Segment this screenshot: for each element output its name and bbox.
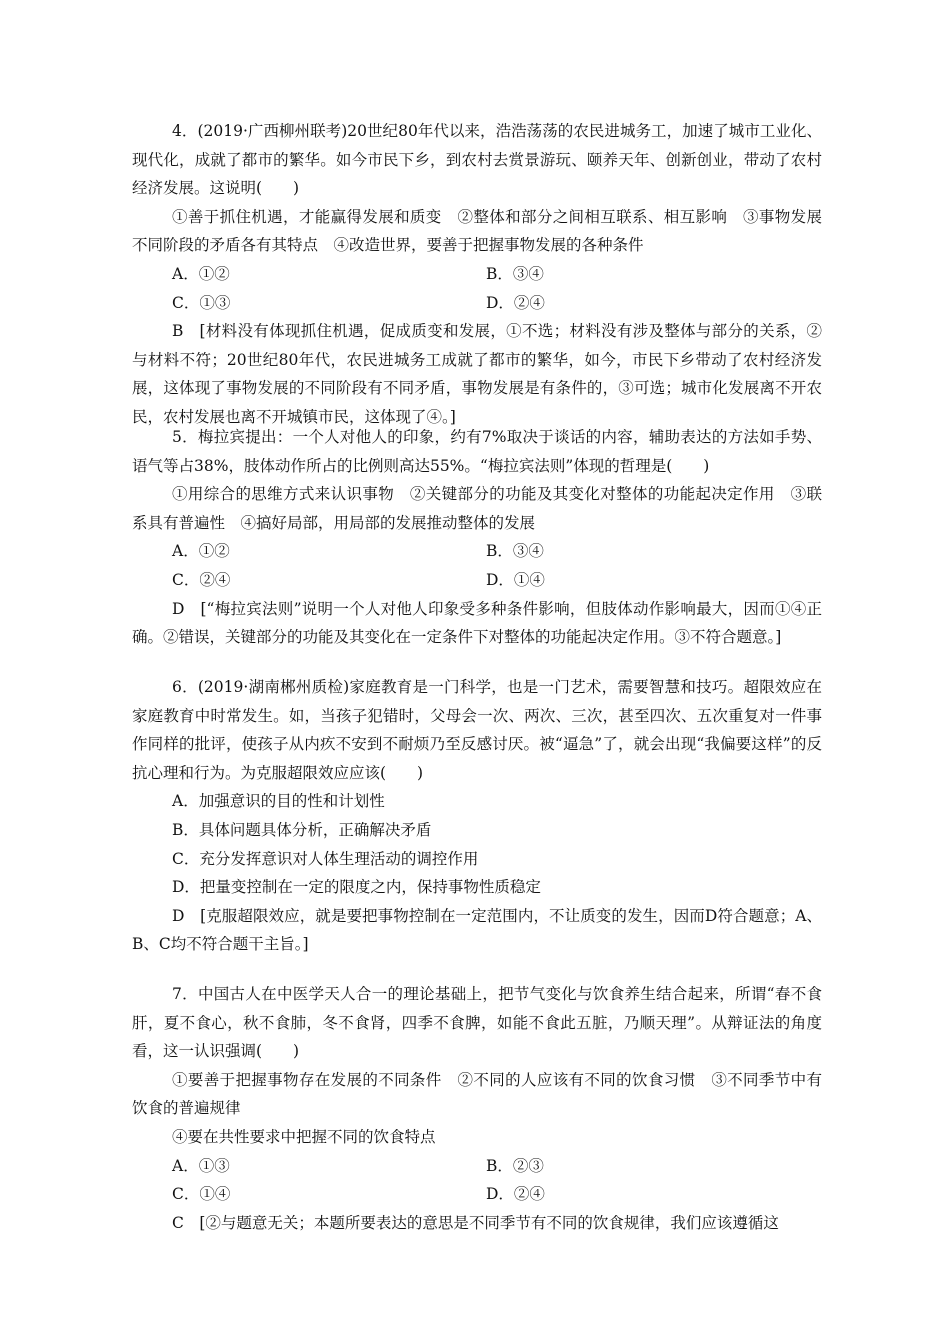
question-statement-4: ④要在共性要求中把握不同的饮食特点 [172,1127,436,1146]
option-b: B．③④ [486,542,544,561]
question-stem: 5．梅拉宾提出：一个人对他人的印象，约有7%取决于谈话的内容，辅助表达的方法如手势、语气等占38%，肢体动作所占的比例则高达55%。“梅拉宾法则”体现的哲理是( ) [132,428,822,475]
option-c: C．充分发挥意识对人体生理活动的调控作用 [172,849,479,868]
option-a: A．①② [172,542,230,561]
option-row [132,260,822,289]
question-7 [132,980,822,1237]
option-d: D．①④ [486,570,545,589]
option-b: B．③④ [486,264,544,283]
question-stem: 4．(2019·广西柳州联考)20世纪80年代以来，浩浩荡荡的农民进城务工，加速了城市工业化、现代化，成就了都市的繁华。如今市民下乡，到农村去赏景游玩、颐养天年、创新创业，带动了农村经济发展。这说明( ) [132,122,822,198]
question-statements: ①要善于把握事物存在发展的不同条件 ②不同的人应该有不同的饮食习惯 ③不同季节中有饮食的普遍规律 [132,1070,822,1118]
option-row [132,1152,822,1181]
option-d: D．②④ [486,1185,545,1204]
answer-explanation: D [克服超限效应，就是要把事物控制在一定范围内，不让质变的发生，因而D符合题意；A、B、C均不符合题干主旨。] [132,906,822,954]
option-row [132,1180,822,1209]
option-b: B．②③ [486,1156,544,1175]
answer-explanation: C [②与题意无关；本题所要表达的意思是不同季节有不同的饮食规律，我们应该遵循这 [172,1213,779,1232]
option-d: D．把量变控制在一定的限度之内，保持事物性质稳定 [172,878,541,897]
option-c: C．①③ [172,293,231,312]
option-d: D．②④ [486,293,545,312]
question-4 [132,117,822,432]
answer-explanation: B [材料没有体现抓住机遇，促成质变和发展，①不选；材料没有涉及整体与部分的关系，②与材料不符；20世纪80年代，农民进城务工成就了都市的繁华，如今，市民下乡带动了农村经济发展，这体现了事物发展的不同阶段有不同矛盾，事物发展是有条件的，③可选；城市化发展离不开农民，农村发展也离不开城镇市民，这体现了④。] [132,322,822,426]
question-stem: 6．(2019·湖南郴州质检)家庭教育是一门科学，也是一门艺术，需要智慧和技巧。超限效应在家庭教育中时常发生。如，当孩子犯错时，父母会一次、两次、三次，甚至四次、五次重复对一件事作同样的批评，使孩子从内疚不安到不耐烦乃至反感讨厌。被“逼急”了，就会出现“我偏要这样”的反抗心理和行为。为克服超限效应应该( ) [132,678,822,782]
option-a: A．①② [172,264,230,283]
question-statements: ①善于抓住机遇，才能赢得发展和质变 ②整体和部分之间相互联系、相互影响 ③事物发展不同阶段的矛盾各有其特点 ④改造世界，要善于把握事物发展的各种条件 [132,207,822,255]
question-stem: 7．中国古人在中医学天人合一的理论基础上，把节气变化与饮食养生结合起来，所谓“春不食肝，夏不食心，秋不食肺，冬不食肾，四季不食脾，如能不食此五脏，乃顺天理”。从辩证法的角度看，这一认识强调( ) [132,985,822,1061]
option-row [132,289,822,318]
question-6 [132,673,822,959]
option-row [132,537,822,566]
answer-explanation: D [“梅拉宾法则”说明一个人对他人印象受多种条件影响，但肢体动作影响最大，因而①④正确。②错误，关键部分的功能及其变化在一定条件下对整体的功能起决定作用。③不符合题意。] [132,599,822,647]
option-a: A．①③ [172,1156,230,1175]
option-row [132,566,822,595]
option-b: B．具体问题具体分析，正确解决矛盾 [172,820,432,839]
question-statements: ①用综合的思维方式来认识事物 ②关键部分的功能及其变化对整体的功能起决定作用 ③联系具有普遍性 ④搞好局部，用局部的发展推动整体的发展 [132,485,822,532]
question-5 [132,423,822,652]
option-c: C．①④ [172,1185,231,1204]
option-a: A．加强意识的目的性和计划性 [172,792,385,811]
option-c: C．②④ [172,570,231,589]
